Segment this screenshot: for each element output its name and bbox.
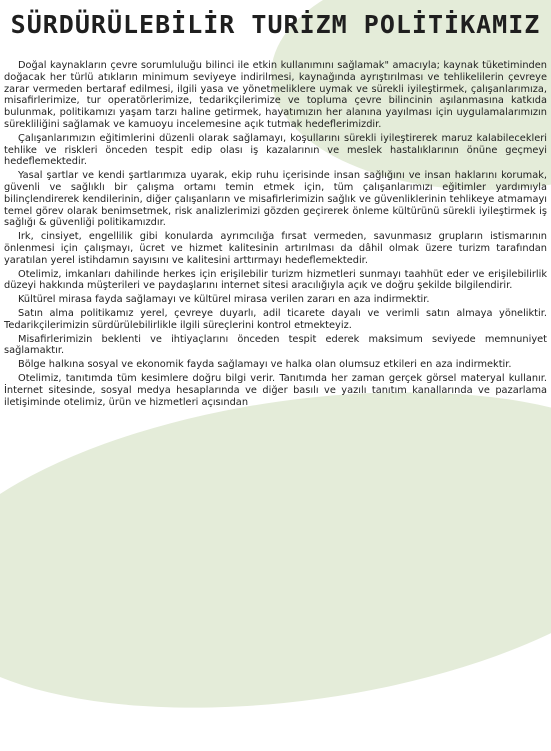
paragraph: Bölge halkına sosyal ve ekonomik fayda sağlamayı ve halka olan olumsuz etkileri en aza indirmektir. <box>18 359 512 371</box>
paragraph: Otelimiz, imkanları dahilinde herkes için erişilebilir turizm hizmetleri sunmayı taahhüt eder ve erişilebilirlik düzeyi hakkında müşterileri ve paydaşlarını internet sitesi aracılığıyla açık ve doğru şekilde bilgilendirir. <box>4 268 547 292</box>
document-title: SÜRDÜRÜLEBİLİR TURİZM POLİTİKAMIZ <box>10 10 541 39</box>
paragraph: Doğal kaynakların çevre sorumluluğu bilinci ile etkin kullanımını sağlamak" amacıyla; kaynak tüketiminden doğacak her türlü atıkların minimum seviyeye indirilmesi, kaynağında ayrıştırılması ve tehlikelilerin çevreye zarar vermeden bertaraf edilmesi, ilgili yasa ve yönetmeliklere uymak ve sürekli iyileştirmek, çalışanlarımıza, misafirlerimize, tur operatörlerimize, tedarikçilerimize ve topluma çevre bilincinin aşılanmasına katkıda bulunmak, politikamızı yaşam tarzı haline getirmek, hayatımızın her alanına yayılması için uygulamalarımızın sürekliliğini sağlamak ve kamuoyu incelemesine açık tutmak hedeflerimizdir. <box>4 60 547 130</box>
paragraph: Kültürel mirasa fayda sağlamayı ve kültürel mirasa verilen zararı en aza indirmektir. <box>18 294 430 306</box>
paragraph: Yasal şartlar ve kendi şartlarımıza uyarak, ekip ruhu içerisinde insan sağlığını ve insan haklarını korumak, güvenli ve sağlıklı bir çalışma ortamı temin etmek için, tüm çalışanlarımızı eğitimler yardımıyla bilinçlendirerek kendilerinin, diğer çalışanların ve misafirlerimizin sağlık ve güvenliklerinin tehlikeye atmamayı temel görev olarak benimsetmek, risk analizlerimizi gözden geçirerek önleme kültürünü sürekli iyileştirmek iş sağlığı & güvenliği politikamızdır. <box>4 170 547 229</box>
paragraph: Otelimiz, tanıtımda tüm kesimlere doğru bilgi verir. Tanıtımda her zaman gerçek görsel materyal kullanır. İnternet sitesinde, sosyal medya hesaplarında ve diğer basılı ve yazılı tanıtım kanallarında ve pazarlama iletişiminde otelimiz, ürün ve hizmetleri açısından <box>4 372 547 408</box>
document-body <box>4 60 547 410</box>
paragraph: Çalışanlarımızın eğitimlerini düzenli olarak sağlamayı, koşullarını sürekli iyileştirerek maruz kalabilecekleri tehlike ve riskleri önceden tespit edip olası iş kazalarının ve meslek hastalıklarının önüne geçmeyi hedeflemektedir. <box>4 132 547 168</box>
paragraph: Irk, cinsiyet, engellilik gibi konularda ayrımcılığa fırsat vermeden, savunmasız grupların istismarının önlenmesi için çalışmayı, ücret ve hizmet kalitesinin artırılması da dâhil olmak üzere turizm tarafından yaratılan yerel istihdamın sayısını ve kalitesini arttırmayı hedeflemektedir. <box>4 231 547 266</box>
paragraph: Satın alma politikamız yerel, çevreye duyarlı, adil ticarete dayalı ve verimli satın almaya yöneliktir. Tedarikçilerimizin sürdürülebilirlikle ilgili süreçlerini kontrol etmekteyiz. <box>4 307 547 331</box>
paragraph: Misafirlerimizin beklenti ve ihtiyaçlarını önceden tespit ederek maksimum seviyede memnuniyet sağlamaktır. <box>4 333 547 357</box>
